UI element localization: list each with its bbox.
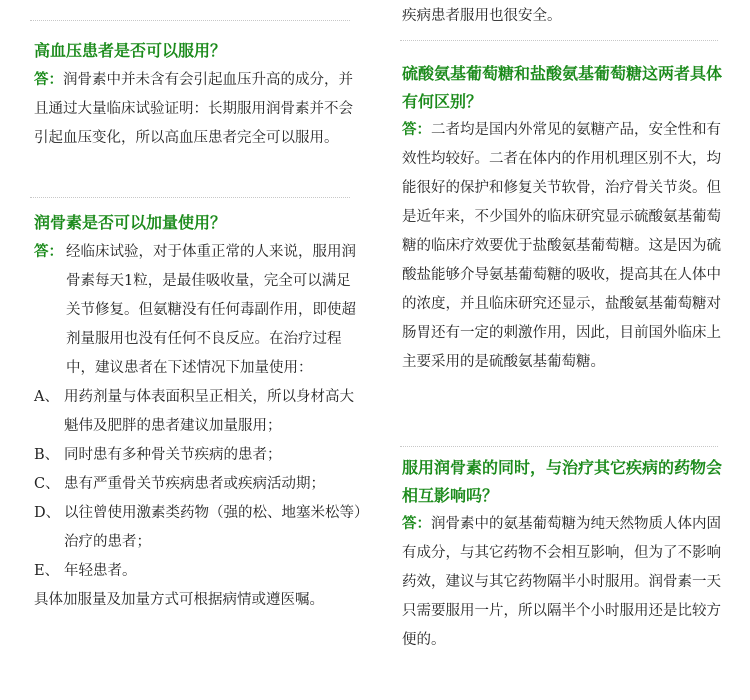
question-title: 高血压患者是否可以服用？ xyxy=(34,41,227,60)
answer-body: 润骨素中并未含有会引起血压升高的成分，并且通过大量临床试验证明：长期服用润骨素并不会引起血压变化，所以高血压患者完全可以服用。 xyxy=(34,72,353,146)
faq-item-dosage xyxy=(34,209,364,615)
divider-right-mid xyxy=(400,446,718,447)
list-item: E、 年轻患者。 xyxy=(34,563,137,579)
divider-top-left xyxy=(30,20,350,21)
list-item: A、 用药剂量与体表面积呈正相关，所以身材高大魁伟及肥胖的患者建议加量服用； xyxy=(34,389,354,434)
faq-item-sulfate-vs-hydrochloride xyxy=(402,60,722,377)
continued-text xyxy=(402,2,722,31)
question-title: 服用润骨素的同时，与治疗其它疾病的药物会相互影响吗？ xyxy=(402,458,723,505)
answer-body: 润骨素中的氨基葡萄糖为纯天然物质人体内固有成分，与其它药物不会相互影响，但为了不影响药效，建议与其它药物隔半小时服用。润骨素一天只需要服用一片，所以隔半个小时服用还是比较方便的。 xyxy=(402,516,721,648)
divider-left-mid xyxy=(30,197,350,198)
answer-label: 答： xyxy=(34,72,63,88)
answer-label: 答： xyxy=(402,516,431,532)
dosage-list xyxy=(34,383,364,586)
answer-text xyxy=(402,510,722,655)
list-item: C、 患有严重骨关节疾病患者或疾病活动期； xyxy=(34,476,325,492)
answer-text xyxy=(402,116,722,377)
answer-text xyxy=(34,66,364,153)
answer-label: 答： xyxy=(34,244,63,260)
faq-item-hypertension xyxy=(34,37,364,153)
faq-item-drug-interaction xyxy=(402,454,722,655)
question-title: 硫酸氨基葡萄糖和盐酸氨基葡萄糖这两者具体有何区别？ xyxy=(402,64,723,111)
divider-top-right xyxy=(400,40,718,41)
question-title: 润骨素是否可以加量使用？ xyxy=(34,213,227,232)
answer-text xyxy=(34,238,364,383)
answer-continuation: 疾病患者服用也很安全。 xyxy=(402,8,562,24)
answer-body: 二者均是国内外常见的氨糖产品，安全性和有效性均较好。二者在体内的作用机理区别不大，均能很好的保护和修复关节软骨，治疗骨关节炎。但是近年来，不少国外的临床研究显示硫酸氨基葡萄糖的临床疗效要优于盐酸氨基葡萄糖。这是因为硫酸盐能够介导氨基葡萄糖的吸收，提高其在人体中的浓度，并且临床研究还显示，盐酸氨基葡萄糖对肠胃还有一定的刺激作用，因此，目前国外临床上主要采用的是硫酸氨基葡萄糖。 xyxy=(402,122,721,370)
dosage-footer-note: 具体加服量及加量方式可根据病情或遵医嘱。 xyxy=(34,592,324,608)
list-item: D、 以往曾使用激素类药物（强的松、地塞米松等）治疗的患者； xyxy=(34,505,362,550)
answer-body: 经临床试验，对于体重正常的人来说，服用润骨素每天1粒，是最佳吸收量，完全可以满足关节修复。但氨糖没有任何毒副作用，即使超剂量服用也没有任何不良反应。在治疗过程中，建议患者在下述情况下加量使用： xyxy=(66,244,356,376)
answer-label: 答： xyxy=(402,122,431,138)
list-item: B、 同时患有多种骨关节疾病的患者； xyxy=(34,447,282,463)
